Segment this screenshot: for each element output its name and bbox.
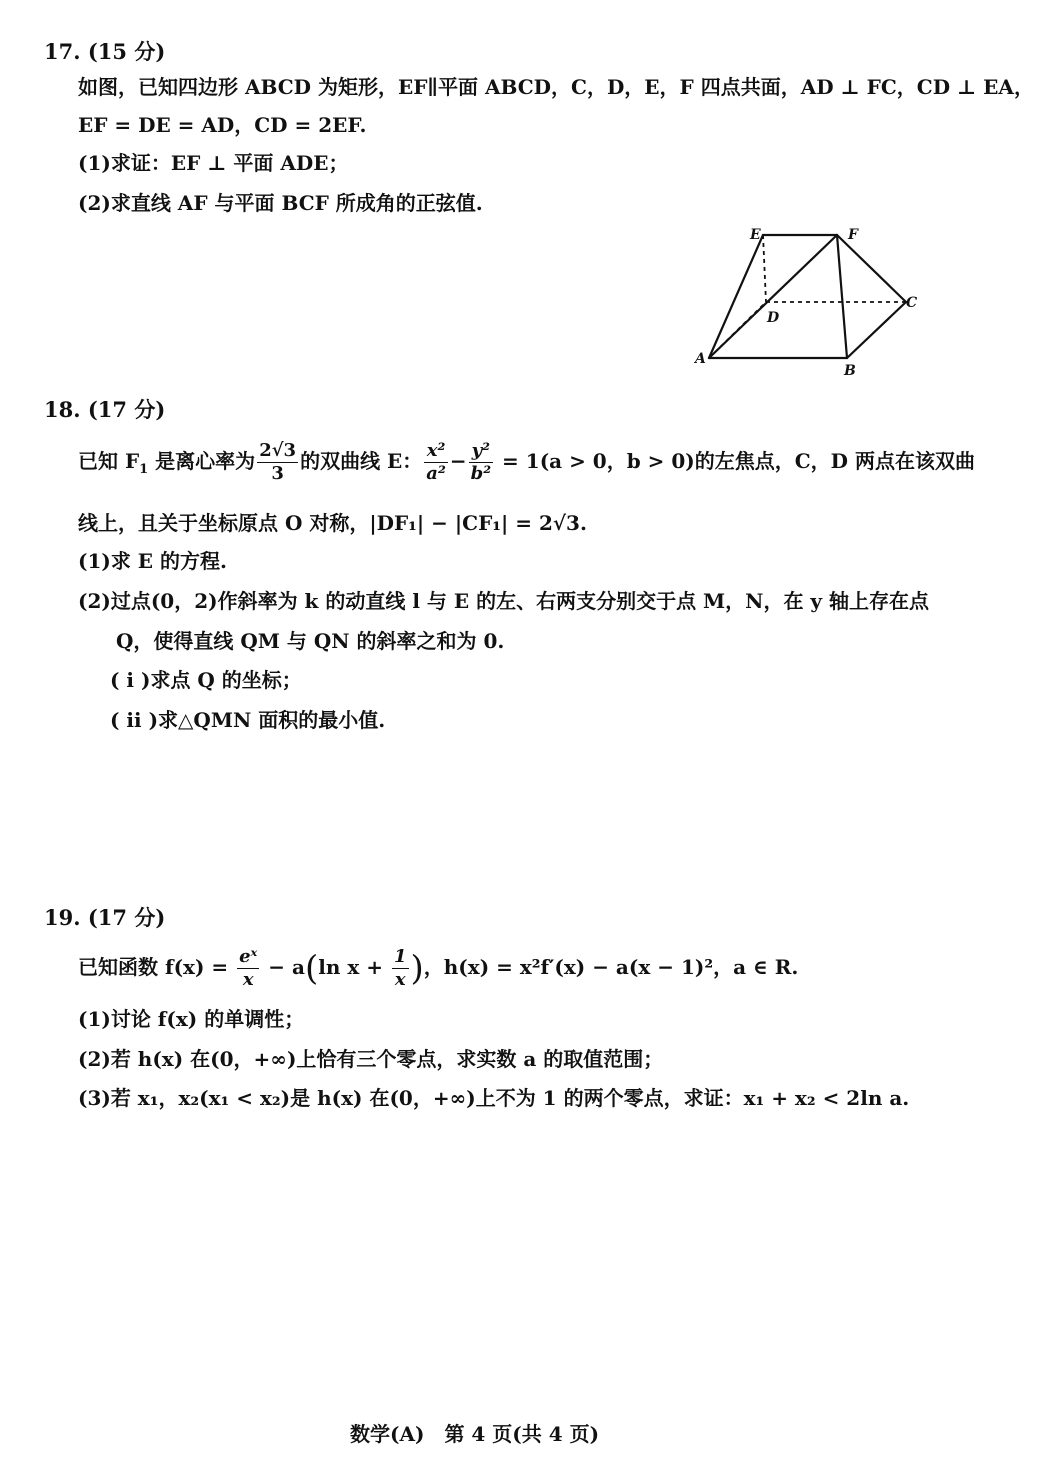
ecc-denominator: 3 (271, 463, 284, 484)
q17-part1: (1)求证：EF ⊥ 平面 ADE； (78, 151, 349, 175)
q17-part2: (2)求直线 AF 与平面 BCF 所成角的正弦值. (78, 191, 483, 215)
label-E: E (750, 227, 761, 243)
q18-stem-mid2: 的双曲线 E： (300, 449, 423, 473)
b2-denominator: b² (470, 463, 492, 484)
label-F: F (848, 227, 858, 243)
edge-BC (847, 302, 906, 358)
edge-FB (837, 235, 847, 358)
q17-stem-line2: EF = DE = AD，CD = 2EF. (78, 113, 367, 137)
y2-over-b2 (469, 440, 493, 485)
edge-EA (709, 235, 763, 358)
q19-header: 19. (17 分) (44, 905, 166, 930)
q19-part3: (3)若 x₁，x₂(x₁ < x₂)是 h(x) 在(0，+∞)上不为 1 的两个零点，求证：x₁ + x₂ < 2ln a. (78, 1086, 910, 1110)
q17-stem-line1: 如图，已知四边形 ABCD 为矩形，EF∥平面 ABCD，C，D，E，F 四点共面，AD ⊥ FC，CD ⊥ EA， (78, 75, 1034, 99)
q18-part2-line2: Q，使得直线 QM 与 QN 的斜率之和为 0. (116, 629, 505, 653)
q18-stem-line2: 线上，且关于坐标原点 O 对称，|DF₁| − |CF₁| = 2√3. (78, 511, 587, 535)
q19-stem (78, 940, 798, 996)
x2-over-a2 (424, 440, 448, 485)
q19-ln: ln x + (318, 955, 390, 979)
right-paren: ) (410, 948, 424, 989)
x-denominator-2: x (394, 969, 406, 990)
q19-part1: (1)讨论 f(x) 的单调性； (78, 1007, 305, 1031)
q19-part2: (2)若 h(x) 在(0，+∞)上恰有三个零点，求实数 a 的取值范围； (78, 1047, 664, 1071)
label-B: B (844, 363, 856, 375)
q17-header: 17. (15 分) (44, 39, 166, 64)
q18-stem-prefix: 已知 F (78, 449, 140, 473)
q18-part1: (1)求 E 的方程. (78, 549, 227, 573)
q19-stem-tail: ，h(x) = x²f′(x) − a(x − 1)²，a ∈ R. (423, 955, 799, 979)
y2-numerator: y² (469, 440, 493, 463)
q18-header: 18. (17 分) (44, 397, 166, 422)
ecc-numerator: 2√3 (259, 440, 297, 461)
left-paren: ( (304, 948, 319, 989)
q18-stem-line1 (78, 434, 975, 497)
x-denominator: x (242, 969, 254, 990)
edge-ED (763, 235, 766, 302)
q18-part2-line1: (2)过点(0，2)作斜率为 k 的动直线 l 与 E 的左、右两支分别交于点 M，N，在 y 轴上存在点 (78, 589, 930, 613)
label-D: D (767, 310, 780, 326)
minus-sign: − (449, 449, 467, 473)
page-footer: 数学(A) 第 4 页(共 4 页) (350, 1422, 600, 1446)
q18-sub1: ( ⅰ )求点 Q 的坐标； (110, 668, 302, 692)
q19-stem-prefix: 已知函数 f(x) = (78, 955, 236, 979)
q18-stem-tail: = 1(a > 0，b > 0)的左焦点，C，D 两点在该双曲 (495, 449, 975, 473)
q18-stem-mid: 是离心率为 (148, 449, 256, 473)
x2-numerator: x² (424, 440, 448, 463)
label-A: A (695, 351, 706, 367)
q18-sub2: ( ⅱ )求△QMN 面积的最小值. (110, 708, 386, 732)
ex-numerator: eˣ (239, 946, 258, 967)
one-over-x (392, 946, 409, 991)
q18-f-subscript: 1 (139, 462, 149, 477)
eccentricity-fraction (257, 440, 298, 485)
edge-FC (837, 235, 906, 302)
geometry-figure (694, 225, 924, 375)
q19-stem-mid: − a (261, 955, 305, 979)
one-numerator: 1 (393, 946, 407, 967)
ex-over-x (237, 946, 259, 991)
a2-denominator: a² (426, 463, 446, 484)
label-C: C (906, 295, 918, 311)
